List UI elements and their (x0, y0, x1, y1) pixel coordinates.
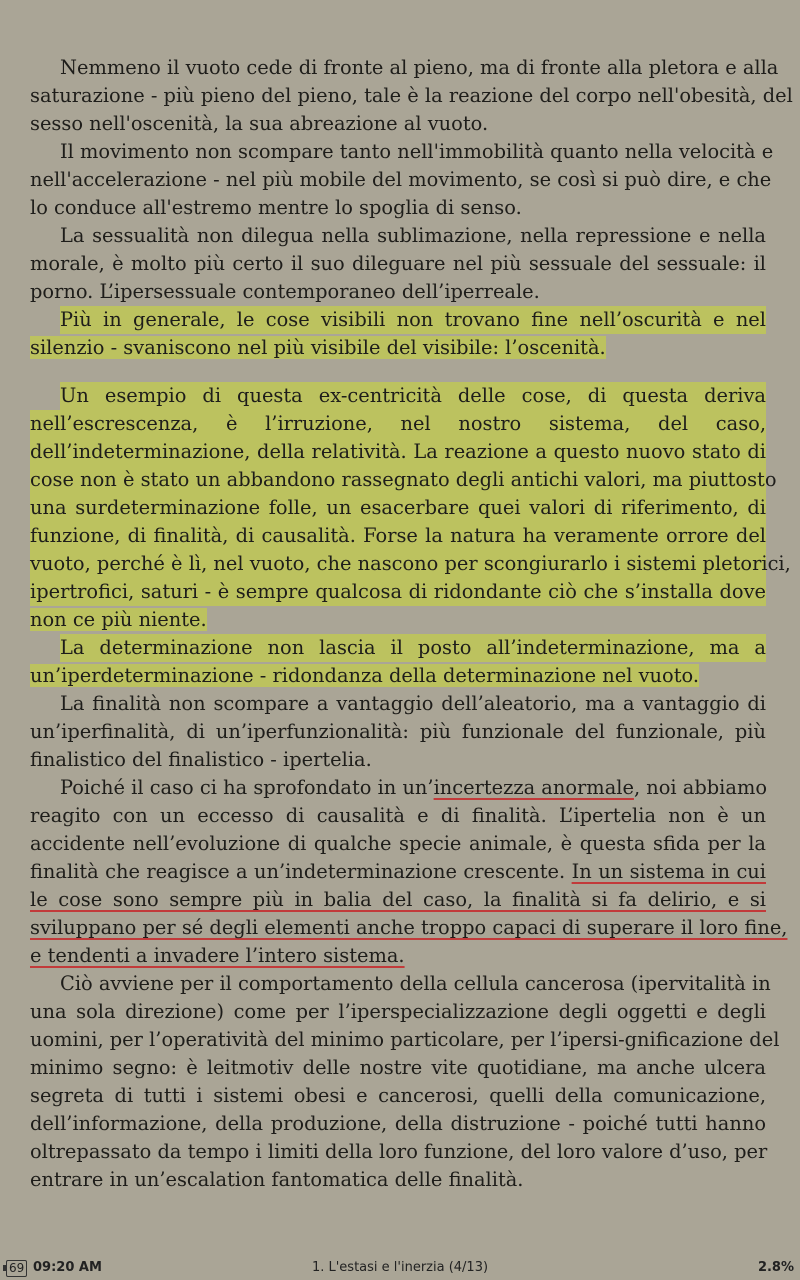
text-line: nell'accelerazione - nel più mobile del movimento, se così si può dire, e che (30, 168, 772, 191)
paragraph (30, 54, 793, 138)
text-line: segreta di tutti i sistemi obesi e cancerosi, quelli della comunicazione, (30, 1084, 766, 1107)
text-line: entrare in un’escalation fantomatica delle finalità. (30, 1168, 524, 1191)
text-line (30, 886, 766, 914)
text-line (30, 774, 766, 802)
highlight[interactable]: funzione, di finalità, di causalità. Forse la natura ha veramente orrore del (30, 522, 766, 550)
highlight[interactable]: Più in generale, le cose visibili non trovano fine nell’oscurità e nel (60, 306, 766, 334)
text-line (30, 438, 766, 466)
text-line: finalistico del finalistico - ipertelia. (30, 748, 372, 771)
paragraph (30, 222, 766, 306)
underline-annotation[interactable]: In un sistema in cui (571, 860, 766, 883)
highlight[interactable]: ipertrofici, saturi - è sempre qualcosa di ridondante ciò che s’installa dove (30, 578, 766, 606)
highlight[interactable]: dell’indeterminazione, della relatività. La reazione a questo nuovo stato di (30, 438, 766, 466)
text-line: minimo segno: è leitmotiv delle nostre vite quotidiane, ma anche ulcera (30, 1056, 766, 1079)
book-page[interactable] (30, 54, 793, 1194)
text-line (30, 578, 766, 606)
text-line: Nemmeno il vuoto cede di fronte al pieno, ma di fronte alla pletora e alla (60, 56, 779, 79)
text-line: La finalità non scompare a vantaggio dell’aleatorio, ma a vantaggio di (60, 692, 766, 715)
text-line: dell’informazione, della produzione, della distruzione - poiché tutti hanno (30, 1112, 766, 1135)
text-line: Il movimento non scompare tanto nell'immobilità quanto nella velocità e (60, 140, 774, 163)
text-line (30, 634, 766, 662)
underlined-paragraph (30, 774, 788, 970)
status-bar (0, 1256, 800, 1280)
paragraph (30, 138, 774, 222)
text-line (30, 382, 766, 410)
paragraph-gap (30, 362, 766, 382)
text-segment: finalità che reagisce a un’indeterminazione crescente. (30, 860, 572, 883)
underline-annotation[interactable]: incertezza anormale (433, 776, 634, 799)
text-segment: , noi abbiamo (633, 776, 768, 799)
highlight[interactable]: una surdeterminazione folle, un esacerbare quei valori di riferimento, di (30, 494, 766, 522)
highlight[interactable]: nell’escrescenza, è l’irruzione, nel nostro sistema, del caso, (30, 410, 766, 438)
text-line: Ciò avviene per il comportamento della cellula cancerosa (ipervitalità in (60, 972, 771, 995)
text-line (30, 858, 766, 886)
highlight[interactable]: vuoto, perché è lì, nel vuoto, che nascono per scongiurarlo i sistemi pletorici, (30, 550, 766, 578)
text-line (30, 494, 766, 522)
text-line (30, 550, 791, 578)
text-line (30, 522, 766, 550)
highlight[interactable]: silenzio - svaniscono nel più visibile del visibile: l’oscenità. (30, 336, 606, 359)
text-line (30, 914, 788, 942)
text-line (30, 662, 766, 690)
highlighted-paragraph[interactable] (30, 382, 791, 634)
text-line: reagito con un eccesso di causalità e di finalità. L’ipertelia non è un (30, 804, 766, 827)
text-line: La sessualità non dilegua nella sublimazione, nella repressione e nella (60, 224, 766, 247)
text-line: accidente nell’evoluzione di qualche specie animale, è questa sfida per la (30, 832, 766, 855)
text-line: una sola direzione) come per l’iperspecializzazione degli oggetti e degli (30, 1000, 766, 1023)
highlight[interactable]: non ce più niente. (30, 608, 207, 631)
paragraph (30, 970, 780, 1194)
text-line: saturazione - più pieno del pieno, tale è la reazione del corpo nell'obesità, del (30, 84, 793, 107)
text-line: morale, è molto più certo il suo dileguare nel più sessuale del sessuale: il (30, 252, 766, 275)
text-segment: Poiché il caso ci ha sprofondato in un’ (60, 776, 434, 799)
highlight[interactable]: un’iperdeterminazione - ridondanza della determinazione nel vuoto. (30, 664, 699, 687)
book-progress: 2.8% (757, 1260, 794, 1275)
text-line: oltrepassato da tempo i limiti della loro funzione, del loro valore d’uso, per (30, 1140, 768, 1163)
clock: 09:20 AM (33, 1260, 102, 1275)
text-line (30, 410, 766, 438)
underline-annotation[interactable]: e tendenti a invadere l’intero sistema. (30, 944, 405, 967)
highlight[interactable]: Un esempio di questa ex-centricità delle cose, di questa deriva (60, 382, 766, 410)
text-line: sesso nell'oscenità, la sua abreazione al vuoto. (30, 112, 489, 135)
text-line (30, 306, 766, 334)
highlighted-paragraph[interactable] (30, 634, 766, 690)
underline-annotation[interactable]: sviluppano per sé degli elementi anche troppo capaci di superare il loro fine, (30, 916, 788, 939)
chapter-progress[interactable]: 1. L'estasi e l'inerzia (4/13) (311, 1260, 489, 1275)
battery-icon: 69 (6, 1260, 27, 1277)
text-line: porno. L’ipersessuale contemporaneo dell’iperreale. (30, 280, 540, 303)
text-line: uomini, per l’operatività del minimo particolare, per l’ipersi-gnificazione del (30, 1028, 780, 1051)
text-line: lo conduce all'estremo mentre lo spoglia di senso. (30, 196, 522, 219)
text-line (30, 606, 766, 634)
underline-annotation[interactable]: le cose sono sempre più in balia del caso, la finalità si fa delirio, e si (30, 888, 766, 911)
paragraph (30, 690, 766, 774)
highlighted-paragraph[interactable] (30, 306, 766, 362)
text-line: un’iperfinalità, di un’iperfunzionalità: più funzionale del funzionale, più (30, 720, 766, 743)
highlight[interactable]: La determinazione non lascia il posto all’indeterminazione, ma a (60, 634, 766, 662)
text-line (30, 942, 766, 970)
text-line (30, 334, 766, 362)
text-line (30, 466, 777, 494)
highlight[interactable]: cose non è stato un abbandono rassegnato degli antichi valori, ma piuttosto (30, 466, 766, 494)
